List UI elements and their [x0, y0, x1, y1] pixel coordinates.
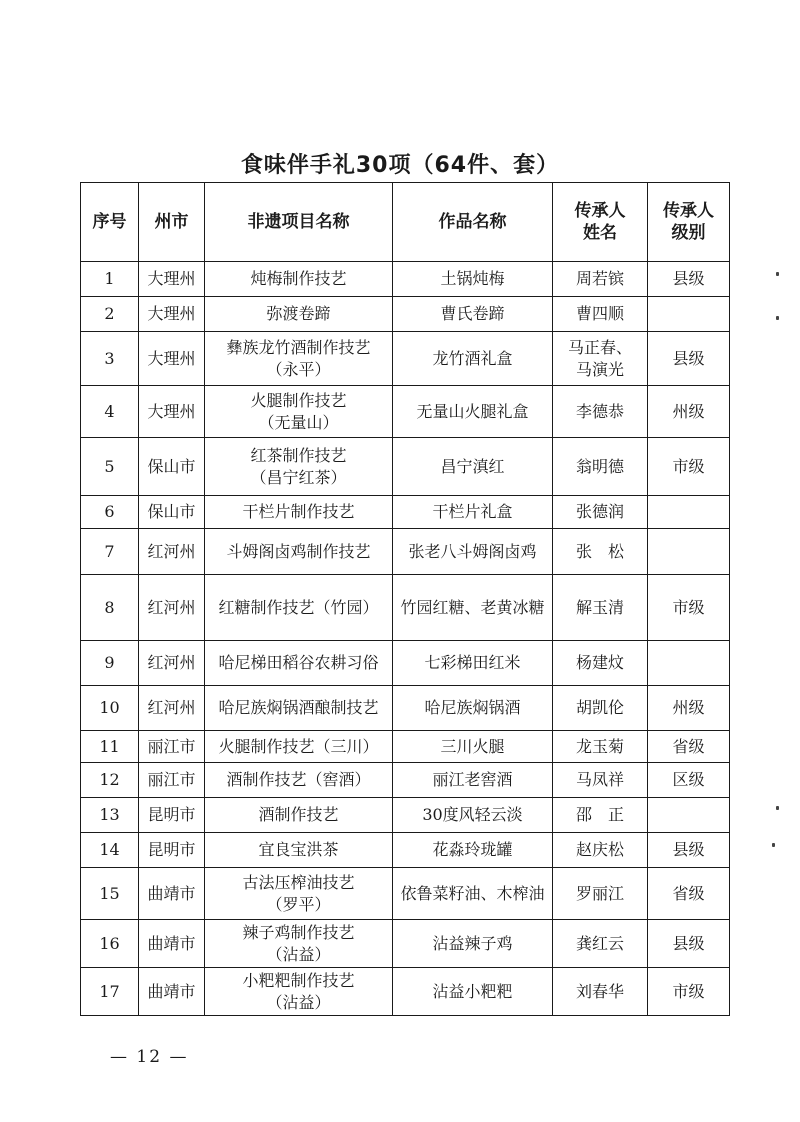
cell-index: 13	[81, 798, 139, 833]
cell-project-name: 火腿制作技艺（三川）	[205, 731, 393, 763]
table-row	[81, 763, 730, 798]
page-number: — 12 —	[110, 1047, 189, 1067]
cell-prefecture: 大理州	[139, 297, 205, 332]
scan-speck	[776, 272, 779, 276]
cell-inheritor-level: 市级	[648, 968, 730, 1016]
cell-project-name: 酒制作技艺（窖酒）	[205, 763, 393, 798]
cell-project-name: 哈尼梯田稻谷农耕习俗	[205, 641, 393, 686]
cell-inheritor-name: 邵 正	[553, 798, 648, 833]
table-row	[81, 438, 730, 496]
cell-work-name: 哈尼族焖锅酒	[393, 686, 553, 731]
cell-prefecture: 红河州	[139, 529, 205, 575]
cell-inheritor-level: 州级	[648, 686, 730, 731]
cell-index: 4	[81, 386, 139, 438]
cell-index: 8	[81, 575, 139, 641]
cell-inheritor-name: 张 松	[553, 529, 648, 575]
cell-inheritor-level: 省级	[648, 868, 730, 920]
table-row	[81, 496, 730, 529]
cell-inheritor-level	[648, 641, 730, 686]
cell-project-name: 古法压榨油技艺 （罗平）	[205, 868, 393, 920]
scan-speck	[776, 806, 779, 810]
cell-work-name: 曹氏卷蹄	[393, 297, 553, 332]
cell-project-name: 彝族龙竹酒制作技艺 （永平）	[205, 332, 393, 386]
cell-inheritor-name: 刘春华	[553, 968, 648, 1016]
cell-inheritor-name: 李德恭	[553, 386, 648, 438]
cell-inheritor-name: 罗丽江	[553, 868, 648, 920]
table-row	[81, 833, 730, 868]
cell-work-name: 沾益小粑粑	[393, 968, 553, 1016]
cell-index: 5	[81, 438, 139, 496]
cell-inheritor-level: 省级	[648, 731, 730, 763]
cell-work-name: 张老八斗姆阁卤鸡	[393, 529, 553, 575]
cell-prefecture: 大理州	[139, 262, 205, 297]
table-row	[81, 297, 730, 332]
cell-work-name: 依鲁菜籽油、木榨油	[393, 868, 553, 920]
cell-work-name: 土锅炖梅	[393, 262, 553, 297]
cell-work-name: 三川火腿	[393, 731, 553, 763]
cell-prefecture: 曲靖市	[139, 868, 205, 920]
cell-index: 12	[81, 763, 139, 798]
cell-inheritor-level	[648, 496, 730, 529]
cell-project-name: 干栏片制作技艺	[205, 496, 393, 529]
cell-prefecture: 红河州	[139, 641, 205, 686]
cell-inheritor-name: 马正春、 马演光	[553, 332, 648, 386]
cell-prefecture: 红河州	[139, 686, 205, 731]
cell-inheritor-level: 县级	[648, 920, 730, 968]
cell-inheritor-name: 周若镔	[553, 262, 648, 297]
table-row	[81, 920, 730, 968]
cell-index: 11	[81, 731, 139, 763]
cell-index: 10	[81, 686, 139, 731]
cell-inheritor-name: 杨建炆	[553, 641, 648, 686]
header-index: 序号	[81, 183, 139, 262]
cell-index: 6	[81, 496, 139, 529]
heritage-table	[80, 182, 730, 1016]
table-row	[81, 968, 730, 1016]
cell-project-name: 红糖制作技艺（竹园）	[205, 575, 393, 641]
cell-work-name: 丽江老窖酒	[393, 763, 553, 798]
header-work-name: 作品名称	[393, 183, 553, 262]
cell-prefecture: 保山市	[139, 496, 205, 529]
cell-work-name: 干栏片礼盒	[393, 496, 553, 529]
cell-index: 17	[81, 968, 139, 1016]
table-row	[81, 386, 730, 438]
cell-project-name: 炖梅制作技艺	[205, 262, 393, 297]
cell-work-name: 龙竹酒礼盒	[393, 332, 553, 386]
cell-project-name: 哈尼族焖锅酒酿制技艺	[205, 686, 393, 731]
cell-prefecture: 昆明市	[139, 833, 205, 868]
cell-work-name: 七彩梯田红米	[393, 641, 553, 686]
cell-project-name: 红茶制作技艺 （昌宁红茶）	[205, 438, 393, 496]
cell-prefecture: 丽江市	[139, 763, 205, 798]
cell-work-name: 昌宁滇红	[393, 438, 553, 496]
header-inheritor-level: 传承人 级别	[648, 183, 730, 262]
header-row	[81, 183, 730, 262]
header-inheritor-name: 传承人 姓名	[553, 183, 648, 262]
scan-speck	[772, 843, 775, 847]
scan-speck	[776, 316, 779, 320]
cell-index: 14	[81, 833, 139, 868]
cell-inheritor-name: 张德润	[553, 496, 648, 529]
header-prefecture: 州市	[139, 183, 205, 262]
cell-project-name: 宜良宝洪茶	[205, 833, 393, 868]
cell-inheritor-level	[648, 297, 730, 332]
table-row	[81, 641, 730, 686]
table-row	[81, 798, 730, 833]
cell-prefecture: 红河州	[139, 575, 205, 641]
cell-prefecture: 曲靖市	[139, 968, 205, 1016]
cell-inheritor-level	[648, 798, 730, 833]
cell-work-name: 花淼玲珑罐	[393, 833, 553, 868]
cell-inheritor-name: 赵庆松	[553, 833, 648, 868]
table-row	[81, 868, 730, 920]
cell-inheritor-level: 市级	[648, 575, 730, 641]
cell-inheritor-name: 胡凯伦	[553, 686, 648, 731]
table-row	[81, 686, 730, 731]
cell-work-name: 竹园红糖、老黄冰糖	[393, 575, 553, 641]
cell-inheritor-level	[648, 529, 730, 575]
table-row	[81, 529, 730, 575]
cell-prefecture: 保山市	[139, 438, 205, 496]
cell-index: 3	[81, 332, 139, 386]
cell-index: 2	[81, 297, 139, 332]
cell-inheritor-level: 县级	[648, 833, 730, 868]
cell-project-name: 辣子鸡制作技艺 （沾益）	[205, 920, 393, 968]
cell-inheritor-level: 县级	[648, 262, 730, 297]
cell-index: 16	[81, 920, 139, 968]
cell-project-name: 火腿制作技艺 （无量山）	[205, 386, 393, 438]
cell-inheritor-name: 马凤祥	[553, 763, 648, 798]
cell-prefecture: 大理州	[139, 386, 205, 438]
cell-index: 9	[81, 641, 139, 686]
cell-inheritor-name: 龚红云	[553, 920, 648, 968]
cell-work-name: 无量山火腿礼盒	[393, 386, 553, 438]
table-body	[81, 262, 730, 1016]
cell-inheritor-level: 区级	[648, 763, 730, 798]
cell-work-name: 沾益辣子鸡	[393, 920, 553, 968]
cell-prefecture: 丽江市	[139, 731, 205, 763]
table-row	[81, 731, 730, 763]
cell-project-name: 斗姆阁卤鸡制作技艺	[205, 529, 393, 575]
cell-index: 7	[81, 529, 139, 575]
cell-project-name: 小粑粑制作技艺 （沾益）	[205, 968, 393, 1016]
cell-project-name: 弥渡卷蹄	[205, 297, 393, 332]
table-row	[81, 575, 730, 641]
cell-prefecture: 昆明市	[139, 798, 205, 833]
cell-inheritor-name: 龙玉菊	[553, 731, 648, 763]
cell-inheritor-level: 市级	[648, 438, 730, 496]
cell-inheritor-level: 州级	[648, 386, 730, 438]
cell-work-name: 30度风轻云淡	[393, 798, 553, 833]
cell-inheritor-name: 解玉清	[553, 575, 648, 641]
header-project-name: 非遗项目名称	[205, 183, 393, 262]
cell-inheritor-name: 曹四顺	[553, 297, 648, 332]
cell-prefecture: 大理州	[139, 332, 205, 386]
cell-index: 1	[81, 262, 139, 297]
table-title: 食味伴手礼30项（64件、套）	[240, 153, 560, 178]
cell-prefecture: 曲靖市	[139, 920, 205, 968]
cell-inheritor-name: 翁明德	[553, 438, 648, 496]
cell-index: 15	[81, 868, 139, 920]
table-row	[81, 262, 730, 297]
cell-inheritor-level: 县级	[648, 332, 730, 386]
cell-project-name: 酒制作技艺	[205, 798, 393, 833]
table-row	[81, 332, 730, 386]
